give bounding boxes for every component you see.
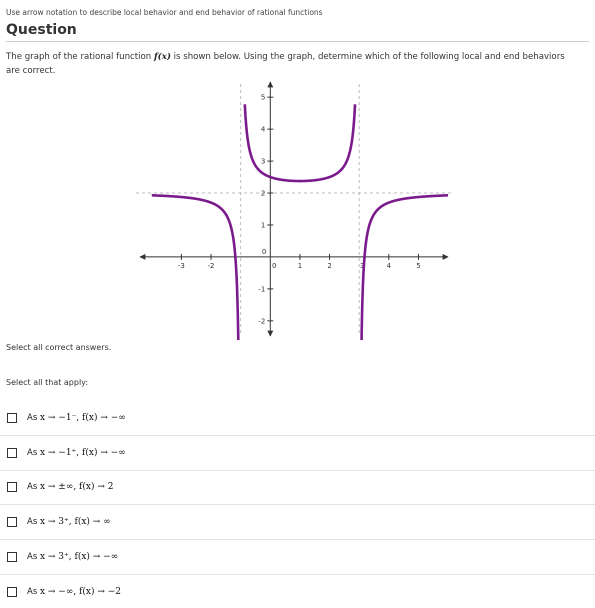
option-prefix: As [27, 587, 38, 597]
page-title: Question [6, 22, 77, 38]
y-tick-label: -1 [258, 285, 266, 294]
prompt-text-after: is shown below. Using the graph, determine which of the following local and end behaviors are correct. [6, 52, 565, 76]
option-math: x → 3⁺, f(x) → ∞ [39, 517, 111, 527]
option-divider [0, 504, 595, 505]
x-tick-label: -2 [207, 261, 215, 270]
option-math: x → −1⁻, f(x) → −∞ [39, 413, 126, 423]
option-math: x → 3⁺, f(x) → −∞ [39, 552, 119, 562]
function-curve [152, 104, 448, 340]
x-tick-label: 1 [297, 261, 303, 270]
option-math: x → −∞, f(x) → −2 [39, 587, 122, 597]
option-prefix: As [27, 482, 38, 492]
select-hint: Select all that apply: [6, 378, 89, 387]
axes [140, 82, 448, 336]
answer-option[interactable] [0, 578, 595, 606]
option-label [27, 482, 113, 492]
option-divider [0, 435, 595, 436]
checkbox[interactable] [7, 448, 17, 458]
checkbox[interactable] [7, 517, 17, 527]
axis-ticks [178, 94, 421, 326]
y-tick-label: 1 [260, 221, 266, 230]
x-tick-label: 0 [272, 261, 277, 270]
option-divider [0, 470, 595, 471]
checkbox[interactable] [7, 482, 17, 492]
rational-function-graph [134, 78, 454, 340]
x-tick-label: 2 [327, 261, 332, 270]
x-tick-label: 3 [359, 261, 365, 270]
answer-option[interactable] [0, 404, 595, 432]
prompt-function: f(x) [153, 52, 171, 62]
curve-left-branch [152, 195, 240, 340]
title-divider [6, 41, 589, 42]
option-label [27, 448, 126, 458]
x-tick-label: 5 [416, 261, 421, 270]
option-divider [0, 574, 595, 575]
option-prefix: As [27, 448, 38, 458]
curve-middle-branch [245, 104, 355, 181]
checkbox[interactable] [7, 552, 17, 562]
option-math: x → ±∞, f(x) → 2 [39, 482, 114, 492]
prompt-text-before: The graph of the rational function [6, 52, 154, 62]
option-label [27, 517, 111, 527]
checkbox[interactable] [7, 413, 17, 423]
option-prefix: As [27, 517, 38, 527]
option-prefix: As [27, 413, 38, 423]
y-tick-label: 2 [260, 189, 266, 198]
option-label [27, 587, 121, 597]
x-tick-label: 4 [386, 261, 392, 270]
answer-option[interactable] [0, 508, 595, 536]
option-label [27, 552, 118, 562]
option-prefix: As [27, 552, 38, 562]
answer-option[interactable] [0, 439, 595, 467]
option-label [27, 413, 126, 423]
instruction-text: Select all correct answers. [6, 343, 112, 352]
origin-label: 0 [261, 247, 267, 256]
y-tick-label: -2 [258, 317, 266, 326]
option-divider [0, 539, 595, 540]
asymptote-lines [136, 84, 452, 336]
y-tick-label: 5 [260, 93, 266, 102]
checkbox[interactable] [7, 587, 17, 597]
y-tick-label: 3 [260, 157, 266, 166]
question-prompt [6, 50, 581, 78]
option-math: x → −1⁺, f(x) → −∞ [39, 448, 126, 458]
curve-right-branch [360, 195, 448, 340]
y-tick-label: 4 [260, 125, 266, 134]
x-tick-label: -3 [177, 261, 185, 270]
answer-option[interactable] [0, 543, 595, 571]
breadcrumb: Use arrow notation to describe local behavior and end behavior of rational functions [6, 8, 323, 17]
answer-option[interactable] [0, 473, 595, 501]
